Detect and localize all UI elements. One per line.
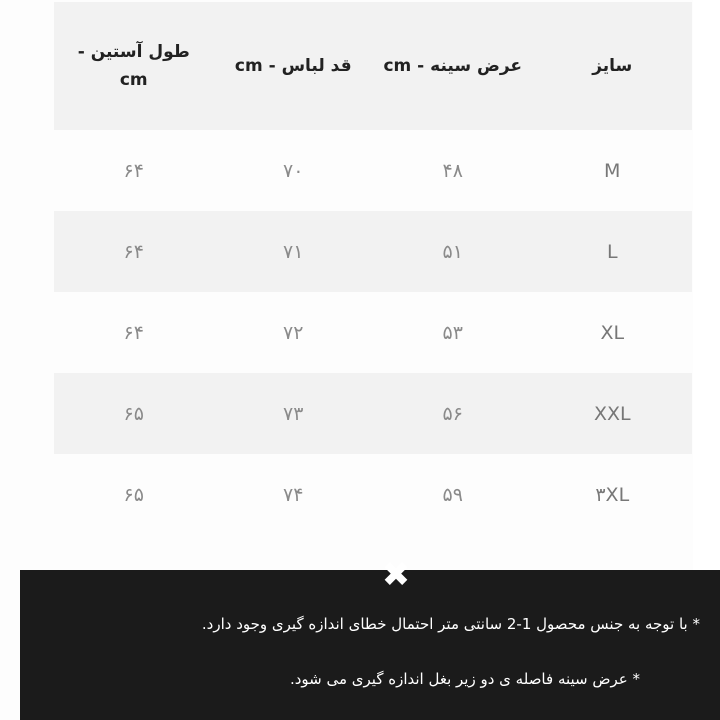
note-measurement-error: * با توجه به جنس محصول 1-2 سانتی متر احتمال خطای اندازه گیری وجود دارد.	[201, 615, 700, 633]
cell-size: M	[604, 159, 621, 182]
header-sleeve-length: طول آستین - cm	[77, 42, 190, 90]
table-row	[54, 454, 692, 535]
cell-garment-length: ۷۰	[283, 159, 304, 182]
table-row	[54, 130, 692, 211]
cell-size: L	[606, 240, 618, 263]
cell-size: XXL	[593, 402, 631, 425]
cell-sleeve-length: ۶۴	[123, 321, 144, 344]
cell-garment-length: ۷۱	[283, 240, 304, 263]
cell-sleeve-length: ۶۴	[123, 240, 144, 263]
cell-garment-length: ۷۲	[283, 321, 304, 344]
cell-chest-width: ۵۳	[442, 321, 463, 344]
cell-sleeve-length: ۶۵	[123, 483, 144, 506]
cell-size: ۳XL	[595, 483, 630, 506]
cell-garment-length: ۷۴	[283, 483, 304, 506]
table-row	[54, 292, 692, 373]
cell-sleeve-length: ۶۵	[123, 402, 144, 425]
cell-chest-width: ۵۱	[442, 240, 463, 263]
header-garment-length: قد لباس - cm	[234, 56, 352, 76]
cell-chest-width: ۴۸	[442, 159, 463, 182]
notes-panel	[20, 570, 720, 720]
header-size: سایز	[592, 56, 633, 76]
header-chest-width: عرض سینه - cm	[383, 56, 523, 76]
cell-sleeve-length: ۶۴	[123, 159, 144, 182]
cell-chest-width: ۵۶	[442, 402, 463, 425]
close-icon[interactable]: ✖	[381, 555, 411, 595]
cell-chest-width: ۵۹	[442, 483, 463, 506]
table-header-row	[54, 2, 692, 130]
table-row	[54, 211, 692, 292]
cell-garment-length: ۷۳	[283, 402, 304, 425]
cell-size: XL	[600, 321, 625, 344]
note-chest-width: * عرض سینه فاصله ی دو زیر بغل اندازه گیری می شود.	[289, 670, 640, 688]
size-table	[54, 2, 692, 535]
table-row	[54, 373, 692, 454]
